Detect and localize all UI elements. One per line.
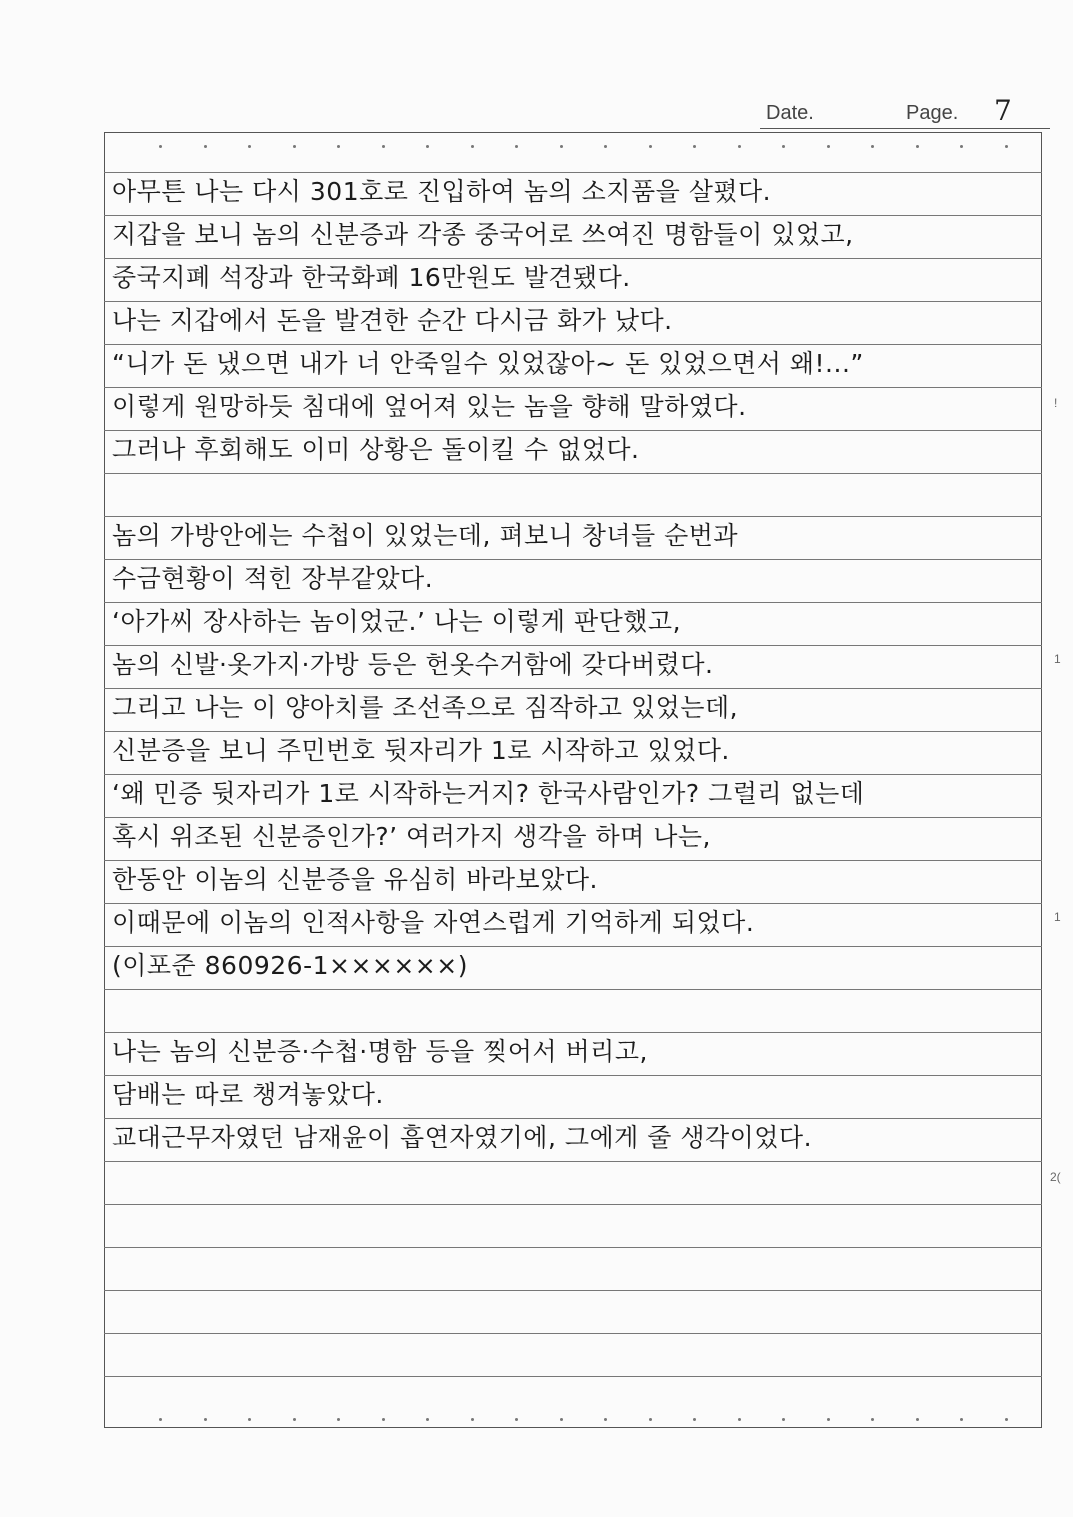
dot-mark — [782, 1418, 785, 1421]
dot-mark — [693, 145, 696, 148]
text-line-14: 신분증을 보니 주민번호 뒷자리가 1로 시작하고 있었다. — [112, 736, 730, 765]
dot-mark — [471, 145, 474, 148]
text-line-17: 한동안 이놈의 신분증을 유심히 바라보았다. — [112, 865, 598, 894]
side-mark-3: 1 — [1054, 910, 1061, 924]
text-line-3: 중국지폐 석장과 한국화폐 16만원도 발견됐다. — [112, 263, 631, 292]
text-line-12: 놈의 신발·옷가지·가방 등은 헌옷수거함에 갖다버렸다. — [112, 650, 714, 679]
text-line-8 — [112, 471, 1037, 515]
dot-mark — [337, 145, 340, 148]
text-line-22: 담배는 따로 챙겨놓았다. — [112, 1080, 384, 1109]
text-line-20 — [112, 987, 1037, 1031]
text-line-21: 나는 놈의 신분증·수첩·명함 등을 찢어서 버리고, — [112, 1037, 648, 1066]
text-line-9: 놈의 가방안에는 수첩이 있었는데, 펴보니 창녀들 순번과 — [112, 521, 739, 550]
ruled-line — [104, 1247, 1042, 1248]
dot-mark — [649, 1418, 652, 1421]
dot-mark — [1005, 145, 1008, 148]
dot-mark — [426, 145, 429, 148]
dot-mark — [916, 1418, 919, 1421]
dot-mark — [204, 1418, 207, 1421]
dot-mark — [782, 145, 785, 148]
dot-mark — [159, 1418, 162, 1421]
dot-mark — [337, 1418, 340, 1421]
dot-mark — [426, 1418, 429, 1421]
page-label: Page. — [906, 102, 959, 124]
dot-mark — [916, 145, 919, 148]
side-mark-1: ! — [1054, 396, 1058, 410]
ruled-line — [104, 1290, 1042, 1291]
ruled-line — [104, 1204, 1042, 1205]
side-mark-4: 2( — [1050, 1170, 1061, 1184]
dot-mark — [1005, 1418, 1008, 1421]
header-underline — [760, 128, 1050, 129]
dot-mark — [871, 1418, 874, 1421]
dot-mark — [248, 1418, 251, 1421]
dot-mark — [515, 1418, 518, 1421]
bottom-dot-row — [104, 1418, 1042, 1422]
dot-mark — [827, 1418, 830, 1421]
dot-mark — [382, 145, 385, 148]
dot-mark — [693, 1418, 696, 1421]
text-line-11: ‘아가씨 장사하는 놈이었군.’ 나는 이렇게 판단했고, — [112, 607, 682, 636]
text-line-1: 아무튼 나는 다시 301호로 진입하여 놈의 소지품을 살폈다. — [112, 177, 772, 206]
text-line-6: 이렇게 원망하듯 침대에 엎어져 있는 놈을 향해 말하였다. — [112, 392, 747, 421]
dot-mark — [560, 145, 563, 148]
dot-mark — [382, 1418, 385, 1421]
date-label: Date. — [766, 102, 814, 124]
text-line-19: (이포준 860926-1××××××) — [112, 951, 468, 980]
text-line-18: 이때문에 이놈의 인적사항을 자연스럽게 기억하게 되었다. — [112, 908, 755, 937]
text-line-13: 그리고 나는 이 양아치를 조선족으로 짐작하고 있었는데, — [112, 693, 739, 722]
dot-mark — [738, 1418, 741, 1421]
page-number: 7 — [994, 94, 1012, 127]
dot-mark — [471, 1418, 474, 1421]
dot-mark — [293, 1418, 296, 1421]
top-dot-row — [104, 145, 1042, 149]
dot-mark — [960, 1418, 963, 1421]
dot-mark — [827, 145, 830, 148]
dot-mark — [604, 145, 607, 148]
ruled-line — [104, 1376, 1042, 1377]
dot-mark — [515, 145, 518, 148]
dot-mark — [159, 145, 162, 148]
dot-mark — [560, 1418, 563, 1421]
text-line-2: 지갑을 보니 놈의 신분증과 각종 중국어로 쓰여진 명함들이 있었고, — [112, 220, 854, 249]
text-line-7: 그러나 후회해도 이미 상황은 돌이킬 수 없었다. — [112, 435, 640, 464]
text-line-5: “니가 돈 냈으면 내가 너 안죽일수 있었잖아~ 돈 있었으면서 왜!...” — [112, 349, 864, 378]
text-line-15: ‘왜 민증 뒷자리가 1로 시작하는거지? 한국사람인가? 그럴리 없는데 — [112, 779, 865, 808]
dot-mark — [248, 145, 251, 148]
text-line-10: 수금현황이 적힌 장부같았다. — [112, 564, 434, 593]
page-header — [760, 94, 1050, 132]
dot-mark — [960, 145, 963, 148]
text-line-16: 혹시 위조된 신분증인가?’ 여러가지 생각을 하며 나는, — [112, 822, 711, 851]
dot-mark — [871, 145, 874, 148]
ruled-line — [104, 1161, 1042, 1162]
text-line-4: 나는 지갑에서 돈을 발견한 순간 다시금 화가 났다. — [112, 306, 673, 335]
dot-mark — [738, 145, 741, 148]
dot-mark — [604, 1418, 607, 1421]
ruled-line — [104, 1333, 1042, 1334]
dot-mark — [204, 145, 207, 148]
dot-mark — [649, 145, 652, 148]
dot-mark — [293, 145, 296, 148]
side-mark-2: 1 — [1054, 652, 1061, 666]
text-line-23: 교대근무자였던 남재윤이 흡연자였기에, 그에게 줄 생각이었다. — [112, 1123, 813, 1152]
